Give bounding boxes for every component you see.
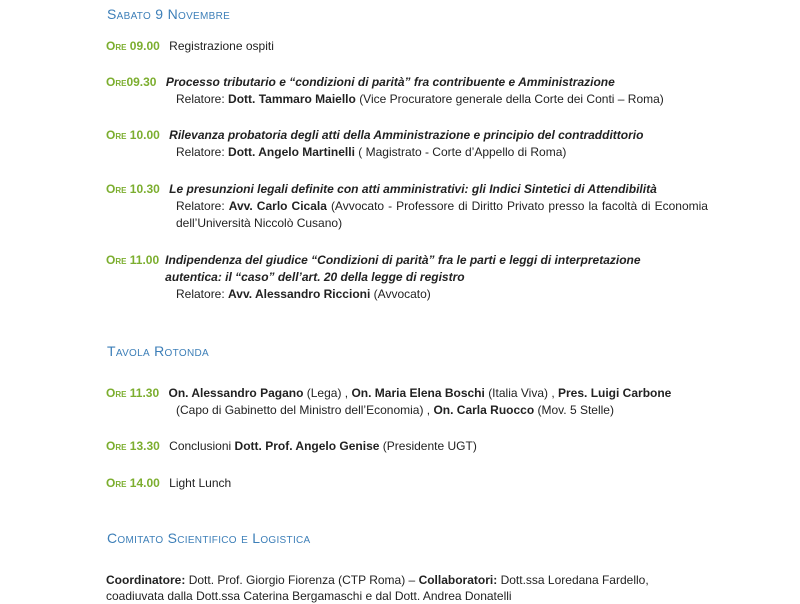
- collaborators-text: Dott.ssa Loredana Fardello,: [500, 573, 649, 587]
- speaker-prefix: Relatore:: [176, 145, 225, 159]
- time-label: Ore 09.00: [106, 39, 160, 53]
- participant-party: (Mov. 5 Stelle): [537, 403, 614, 417]
- time-label: Ore 11.30: [106, 386, 160, 400]
- time-label: Ore 14.00: [106, 476, 160, 490]
- closing-role: (Presidente UGT): [382, 439, 477, 453]
- program-item: [106, 475, 708, 492]
- time-label: Ore09.30: [106, 75, 157, 89]
- speaker-role: (Vice Procuratore generale della Corte dei Conti – Roma): [359, 92, 664, 106]
- round-table-item: [106, 385, 708, 419]
- speaker-name: Dott. Tammaro Maiello: [228, 92, 356, 106]
- section-heading-round-table: Tavola Rotonda: [107, 343, 209, 359]
- speaker-role: (Avvocato - Professore di Diritto Privato presso la facoltà di Economia dell’Università Niccolò Cusano): [176, 199, 708, 230]
- participant-name: On. Carla Ruocco: [433, 403, 535, 417]
- item-text: Registrazione ospiti: [169, 39, 274, 53]
- program-item: [106, 438, 708, 455]
- committee-block: [106, 572, 708, 604]
- section-heading-day: Sabato 9 Novembre: [107, 6, 231, 22]
- coordinator-text: Dott. Prof. Giorgio Fiorenza (CTP Roma) –: [188, 573, 416, 587]
- committee-line2: coadiuvata dalla Dott.ssa Caterina Bergamaschi e dal Dott. Andrea Donatelli: [106, 589, 512, 603]
- speaker-role: (Avvocato): [373, 287, 431, 301]
- speaker-name: Dott. Angelo Martinelli: [228, 145, 355, 159]
- talk-title: Processo tributario e “condizioni di parità” fra contribuente e Amministrazione: [165, 75, 615, 89]
- coordinator-label: Coordinatore:: [106, 573, 186, 587]
- participant-party: (Italia Viva) ,: [488, 386, 555, 400]
- speaker-prefix: Relatore:: [176, 92, 225, 106]
- participant-name: On. Alessandro Pagano: [168, 386, 304, 400]
- talk-title: Indipendenza del giudice “Condizioni di parità” fra le parti e leggi di interpretazione autentica: il “caso” dell’art. 20 della legge di registro: [165, 253, 641, 284]
- participant-name: Pres. Luigi Carbone: [558, 386, 672, 400]
- speaker-name: Avv. Alessandro Riccioni: [228, 287, 371, 301]
- program-item: [106, 127, 708, 161]
- time-label: Ore 13.30: [106, 439, 160, 453]
- time-label: Ore 10.30: [106, 182, 160, 196]
- time-label: Ore 11.00: [106, 253, 160, 267]
- participant-name: On. Maria Elena Boschi: [351, 386, 485, 400]
- closing-prefix: Conclusioni: [169, 439, 232, 453]
- speaker-prefix: Relatore:: [176, 287, 225, 301]
- speaker-prefix: Relatore:: [176, 199, 225, 213]
- program-item: [106, 181, 708, 232]
- speaker-name: Avv. Carlo Cicala: [228, 199, 327, 213]
- closing-name: Dott. Prof. Angelo Genise: [234, 439, 380, 453]
- talk-title: Rilevanza probatoria degli atti della Amministrazione e principio del contraddittorio: [169, 128, 644, 142]
- program-item: [106, 74, 708, 108]
- participant-role: (Capo di Gabinetto del Ministro dell’Economia) ,: [176, 403, 431, 417]
- section-heading-committee: Comitato Scientifico e Logistica: [107, 530, 311, 546]
- time-label: Ore 10.00: [106, 128, 160, 142]
- item-text: Light Lunch: [169, 476, 232, 490]
- participant-party: (Lega) ,: [306, 386, 349, 400]
- program-item: [106, 38, 708, 55]
- program-item: [106, 252, 708, 303]
- speaker-role: ( Magistrato - Corte d’Appello di Roma): [358, 145, 567, 159]
- collaborators-label: Collaboratori:: [418, 573, 498, 587]
- talk-title: Le presunzioni legali definite con atti amministrativi: gli Indici Sintetici di Attendibilità: [169, 182, 657, 196]
